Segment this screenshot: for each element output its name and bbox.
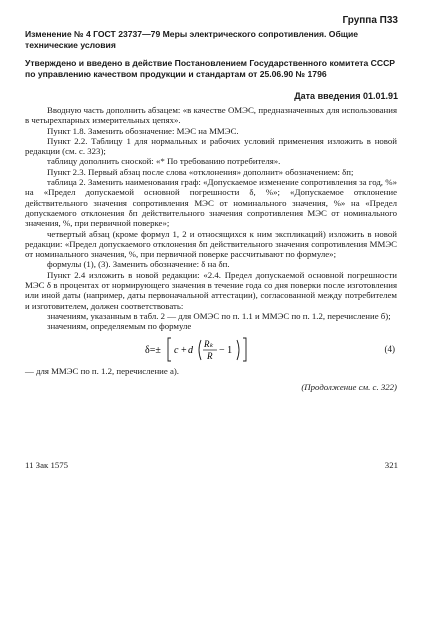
amendment-title: Изменение № 4 ГОСТ 23737—79 Меры электрического сопротивления. Общие технические условия: [25, 29, 359, 50]
bracket-right: [243, 338, 246, 361]
formula-c: c: [174, 344, 179, 356]
formula-plus: +: [181, 344, 187, 356]
formula-numerator: Rₖ: [204, 338, 214, 349]
paragraph: значениям, определяемым по формуле: [47, 321, 192, 332]
paragraph: таблица 2. Заменить наименования граф: «Допускаемое изменение сопротивления за год, %» на «Предел допускаемой основной погрешности δ, %»; «Допускаемое отклонение действительного значения сопротивления МЭС от номинального значения, %» на «Предел допускаемого отклонения δп действительного значения сопротивления МЭС от номинального значения, %, при первичной поверке»;: [25, 177, 397, 229]
group-code: Группа П33: [342, 15, 398, 26]
page-number: 321: [384, 460, 398, 470]
formula-graphic: [25, 336, 397, 364]
formula-minus1: − 1: [219, 344, 233, 356]
order-number: 11 Зак 1575: [25, 460, 69, 470]
paragraph: четвертый абзац (кроме формул 1, 2 и относящихся к ним экспликаций) изложить в новой редакции: «Предел допускаемого отклонения δп действительного значения сопротивления ММЭС от номинального значения, %, при первичной поверке рассчитывают по формуле»;: [25, 228, 397, 260]
paragraph: Вводную часть дополнить абзацем: «в качестве ОМЭС, предназначенных для использования в четырехпарных измерительных цепях».: [25, 105, 397, 126]
continuation-note: (Продолжение см. с. 322): [301, 381, 397, 392]
paragraph: Пункт 2.3. Первый абзац после слова «отклонения» дополнит» обозначением: δп;: [47, 166, 354, 177]
paragraph: Пункт 2.2. Таблицу 1 для нормальных и рабочих условий применения изложить в новой редакции (см. с. 323);: [25, 135, 397, 157]
paragraph: таблицу дополнить сноской: «* По требованию потребителя».: [47, 156, 281, 167]
formula-d: d: [188, 344, 193, 356]
paren-left: [199, 340, 201, 360]
approval-statement: Утверждено и введено в действие Постановлением Государственного комитета СССР по управлению качеством продукции и стандартам от 25.06.90 № 1796: [25, 58, 396, 79]
formula-4: [25, 336, 397, 364]
formula-denominator: R: [207, 350, 213, 361]
paragraph-after-formula: — для ММЭС по п. 1.2, перечисление а).: [25, 365, 180, 376]
paragraph: Пункт 2.4 изложить в новой редакции: «2.4. Предел допускаемой основной погрешности МЭС δ в процентах от нормирующего значения в течение года со дня поверки после изготовления или иной даты (например, даты первоначальной аттестации), согласованной между потребителем и изготовителем, должен соответствовать:: [25, 269, 397, 311]
paren-right: [237, 340, 239, 360]
paragraph: Пункт 1.8. Заменить обозначение: МЭС на ММЭС.: [47, 125, 239, 136]
document-body: [25, 105, 397, 392]
effective-date: Дата введения 01.01.91: [294, 91, 398, 101]
paragraph: формулы (1), (3). Заменить обозначение: δ на δп.: [47, 259, 230, 270]
formula-lhs: δ=±: [145, 344, 161, 356]
paragraph: значениям, указанным в табл. 2 — для ОМЭС по п. 1.1 и ММЭС по п. 1.2, перечисление б);: [47, 310, 391, 321]
formula-number: (4): [384, 343, 395, 354]
bracket-left: [168, 338, 171, 361]
